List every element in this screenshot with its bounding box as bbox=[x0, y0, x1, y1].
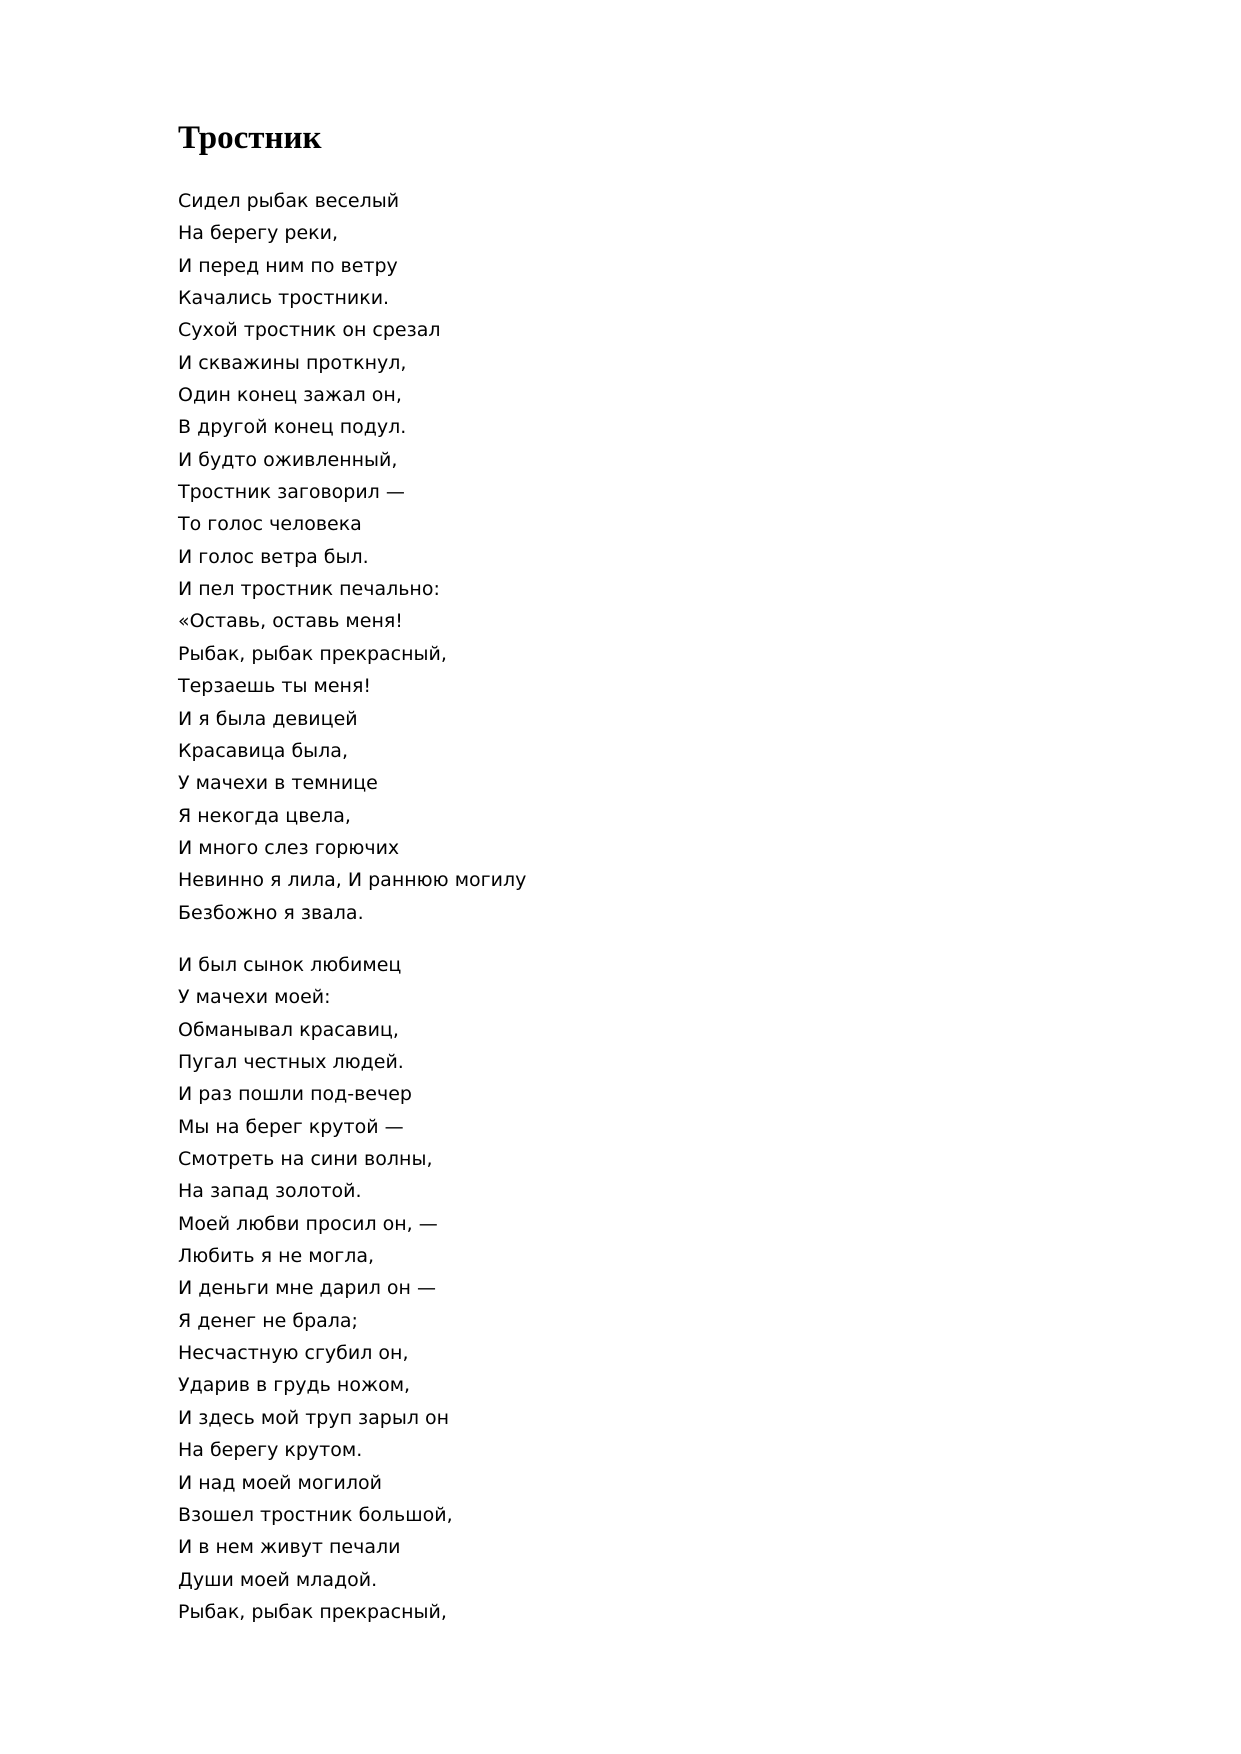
poem-line: Терзаешь ты меня! bbox=[178, 675, 372, 698]
poem-line: И скважины проткнул, bbox=[178, 351, 407, 374]
poem-line: В другой конец подул. bbox=[178, 416, 407, 439]
poem-line: Любить я не могла, bbox=[178, 1245, 375, 1268]
poem-line: Один конец зажал он, bbox=[178, 384, 402, 407]
poem-line: И деньги мне дарил он — bbox=[178, 1277, 437, 1300]
poem-line: Души моей младой. bbox=[178, 1568, 378, 1591]
poem-line: Тростник заговорил — bbox=[178, 481, 405, 504]
poem-line: Пугал честных людей. bbox=[178, 1051, 404, 1074]
poem-line: И перед ним по ветру bbox=[178, 254, 398, 277]
poem-line: И над моей могилой bbox=[178, 1471, 382, 1494]
poem-line: На берегу крутом. bbox=[178, 1439, 363, 1462]
poem-line: На запад золотой. bbox=[178, 1180, 362, 1203]
stanza-2 bbox=[178, 949, 453, 1628]
poem-title: Тростник bbox=[178, 120, 322, 156]
poem-line: И будто оживленный, bbox=[178, 448, 398, 471]
poem-line: И голос ветра был. bbox=[178, 545, 369, 568]
poem-line: Невинно я лила, И раннюю могилу bbox=[178, 869, 527, 892]
stanza-1 bbox=[178, 185, 526, 929]
poem-line: То голос человека bbox=[178, 513, 362, 536]
poem-line: И в нем живут печали bbox=[178, 1536, 401, 1559]
poem-line: Рыбак, рыбак прекрасный, bbox=[178, 1600, 447, 1623]
poem-line: Я некогда цвела, bbox=[178, 804, 351, 827]
poem-line: И я была девицей bbox=[178, 707, 358, 730]
poem-line: Моей любви просил он, — bbox=[178, 1212, 438, 1235]
poem-line: На берегу реки, bbox=[178, 222, 339, 245]
poem-line: И был сынок любимец bbox=[178, 954, 402, 976]
poem-line: Обманывал красавиц, bbox=[178, 1018, 399, 1041]
poem-line: У мачехи моей: bbox=[178, 986, 331, 1009]
poem-line: Мы на берег крутой — bbox=[178, 1115, 404, 1138]
poem-line: Несчастную сгубил он, bbox=[178, 1342, 409, 1365]
poem-line: Рыбак, рыбак прекрасный, bbox=[178, 642, 447, 665]
poem-line: Взошел тростник большой, bbox=[178, 1503, 453, 1526]
poem-line: Безбожно я звала. bbox=[178, 901, 364, 924]
poem-line: И раз пошли под-вечер bbox=[178, 1083, 412, 1106]
poem-line: Смотреть на сини волны, bbox=[178, 1148, 433, 1171]
poem-line: И много слез горючих bbox=[178, 836, 400, 859]
poem-line: И здесь мой труп зарыл он bbox=[178, 1406, 450, 1429]
poem-line: Красавица была, bbox=[178, 739, 348, 762]
poem-line: Ударив в грудь ножом, bbox=[178, 1374, 411, 1397]
poem-line: Сидел рыбак веселый bbox=[178, 190, 400, 212]
poem-line: Сухой тростник он срезал bbox=[178, 319, 441, 342]
poem-line: И пел тростник печально: bbox=[178, 578, 440, 601]
poem-line: Качались тростники. bbox=[178, 287, 390, 310]
poem-line: Я денег не брала; bbox=[178, 1309, 358, 1332]
poem-line: У мачехи в темнице bbox=[178, 772, 378, 795]
poem-line: «Оставь, оставь меня! bbox=[178, 610, 403, 633]
